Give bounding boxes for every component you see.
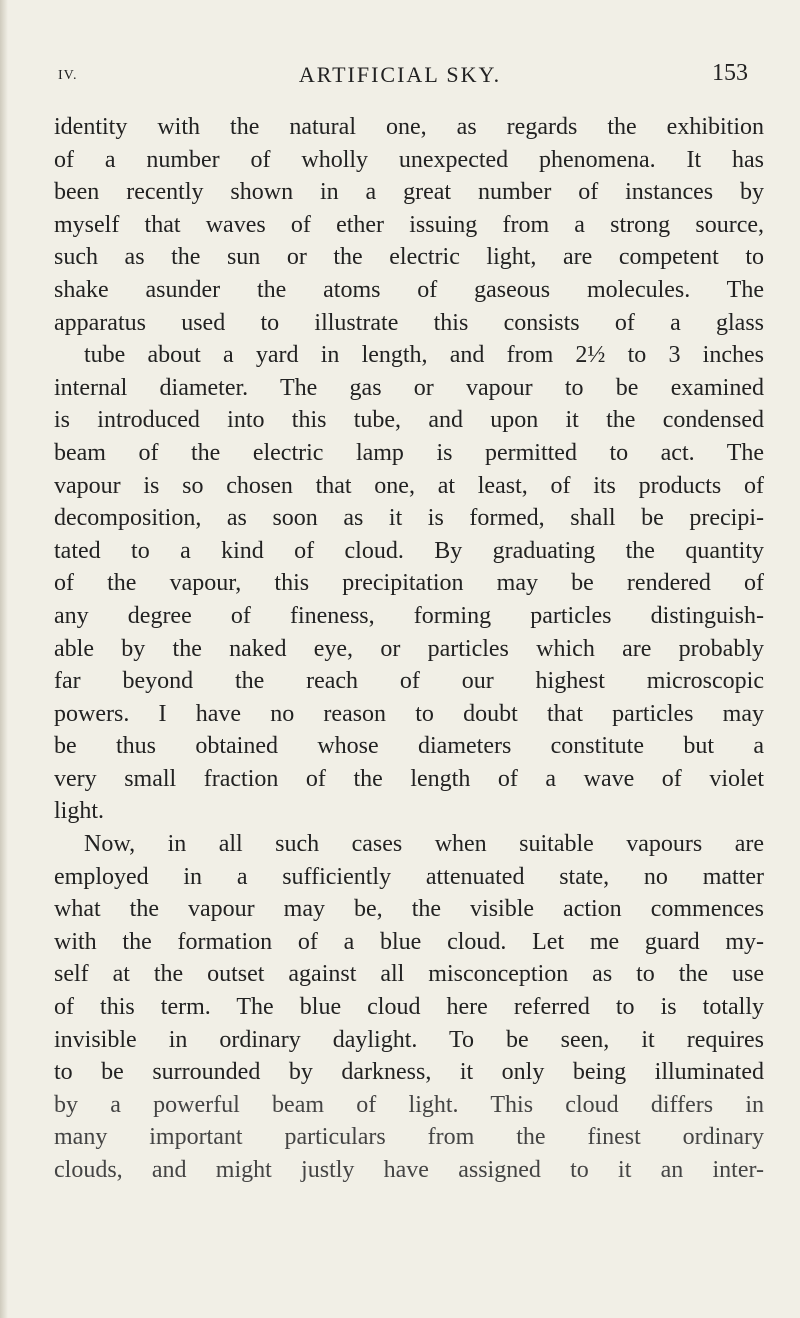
text-line: very small fraction of the length of a wave of violet [54, 765, 764, 792]
text-line: tated to a kind of cloud. By graduating the quantity [54, 537, 764, 564]
page-gutter-shadow [0, 0, 8, 1318]
text-line: by a powerful beam of light. This cloud differs in [54, 1091, 764, 1118]
text-line: myself that waves of ether issuing from a strong source, [54, 211, 764, 238]
text-line: clouds, and might justly have assigned to it an inter- [54, 1157, 764, 1183]
text-line: employed in a sufficiently attenuated state, no matter [54, 863, 764, 890]
text-line: identity with the natural one, as regards the exhibition [54, 114, 764, 140]
text-line: to be surrounded by darkness, it only being illuminated [54, 1059, 764, 1086]
text-line: vapour is so chosen that one, at least, of its products of [54, 472, 764, 499]
text-line: such as the sun or the electric light, are competent to [54, 244, 764, 271]
text-line: far beyond the reach of our highest microscopic [54, 668, 764, 695]
text-line: shake asunder the atoms of gaseous molecules. The [54, 276, 764, 303]
text-line: tube about a yard in length, and from 2½ to 3 inches [84, 342, 764, 369]
text-line: is introduced into this tube, and upon it the condensed [54, 407, 764, 434]
text-line: self at the outset against all misconception as to the use [54, 961, 764, 988]
text-line: what the vapour may be, the visible action commences [54, 896, 764, 923]
page-number: 153 [712, 60, 748, 86]
text-line: beam of the electric lamp is permitted to act. The [54, 439, 764, 466]
text-line: powers. I have no reason to doubt that particles may [54, 700, 764, 727]
text-line: any degree of fineness, forming particles distinguish- [54, 602, 764, 629]
text-line: been recently shown in a great number of instances by [54, 179, 764, 206]
text-line: apparatus used to illustrate this consists of a glass [54, 309, 764, 336]
text-line: of a number of wholly unexpected phenomena. It has [54, 146, 764, 173]
running-head [0, 58, 800, 98]
body-text [54, 111, 764, 1187]
running-title: ARTIFICIAL SKY. [298, 62, 502, 87]
text-line: invisible in ordinary daylight. To be seen, it requires [54, 1026, 764, 1053]
text-line: light. [54, 798, 105, 825]
text-line: of the vapour, this precipitation may be rendered of [54, 570, 764, 597]
text-line: of this term. The blue cloud here referred to is totally [54, 994, 764, 1021]
text-line: many important particulars from the finest ordinary [54, 1124, 764, 1151]
text-line: internal diameter. The gas or vapour to be examined [54, 374, 764, 401]
text-line: with the formation of a blue cloud. Let me guard my- [54, 928, 764, 955]
text-line: able by the naked eye, or particles which are probably [54, 635, 764, 662]
text-line: decomposition, as soon as it is formed, shall be precipi- [54, 505, 764, 532]
text-line: be thus obtained whose diameters constitute but a [54, 733, 764, 760]
chapter-number: IV. [58, 68, 78, 83]
text-line: Now, in all such cases when suitable vapours are [84, 831, 764, 858]
